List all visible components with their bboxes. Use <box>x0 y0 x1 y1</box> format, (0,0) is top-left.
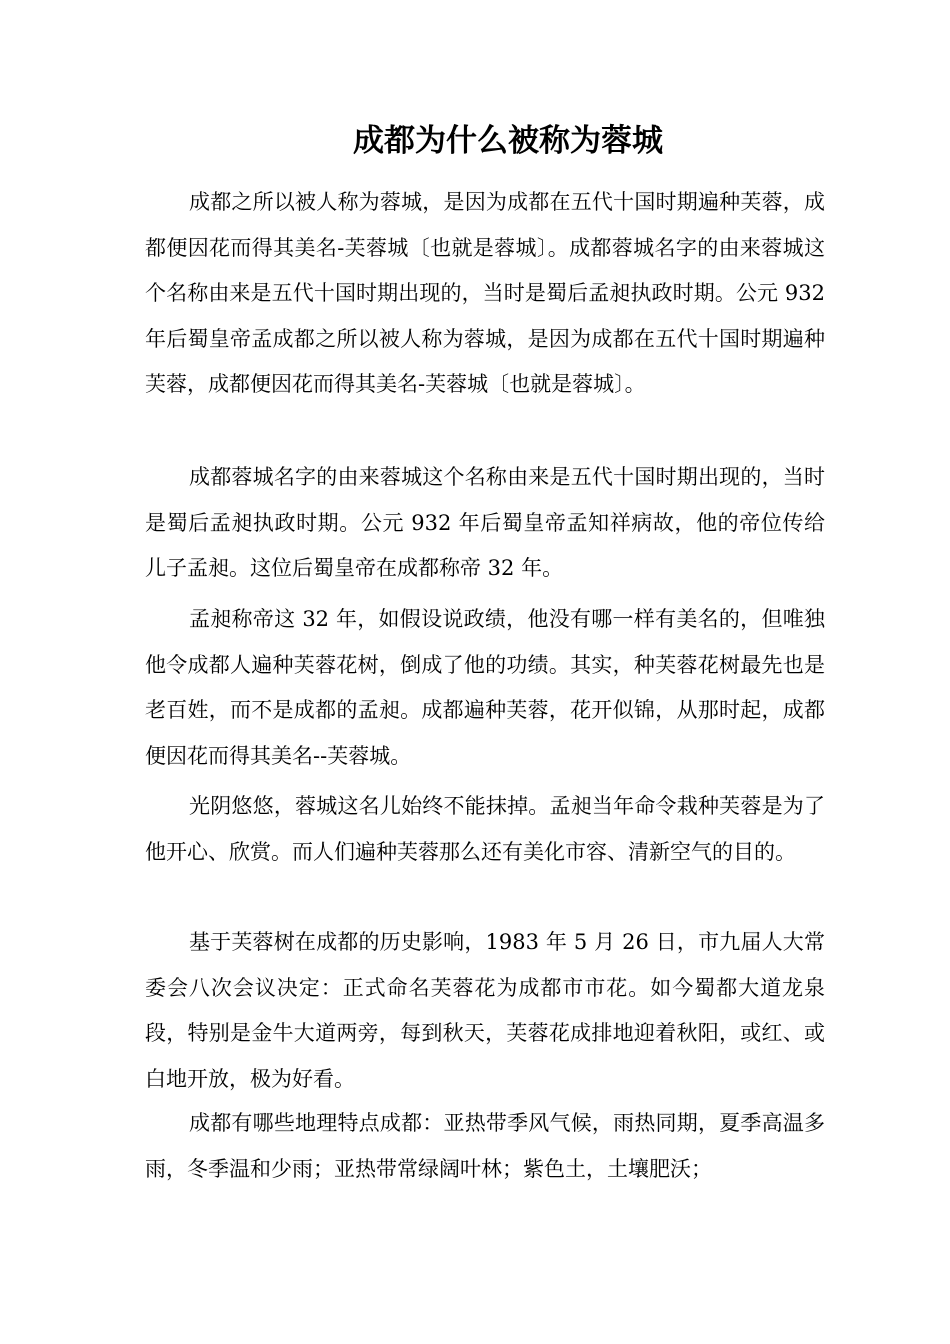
paragraph-3: 孟昶称帝这 32 年，如假设说政绩，他没有哪一样有美名的，但唯独他令成都人遍种芙蓉花树，倒成了他的功绩。其实，种芙蓉花树最先也是老百姓，而不是成都的孟昶。成都遍种芙蓉，花开似锦，从那时起，成都便因花而得其美名--芙蓉城。 <box>145 607 825 768</box>
paragraph-5: 基于芙蓉树在成都的历史影响，1983 年 5 月 26 日，市九届人大常委会八次会议决定：正式命名芙蓉花为成都市市花。如今蜀都大道龙泉段，特别是金牛大道两旁，每到秋天，芙蓉花成排地迎着秋阳，或红、或白地开放，极为好看。 <box>145 930 825 1091</box>
paragraph-2: 成都蓉城名字的由来蓉城这个名称由来是五代十国时期出现的，当时是蜀后孟昶执政时期。公元 932 年后蜀皇帝孟知祥病故，他的帝位传给儿子孟昶。这位后蜀皇帝在成都称帝 32 年。 <box>145 465 825 580</box>
paragraph-4: 光阴悠悠，蓉城这名儿始终不能抹掉。孟昶当年命令栽种芙蓉是为了他开心、欣赏。而人们遍种芙蓉那么还有美化市容、清新空气的目的。 <box>145 794 825 864</box>
paragraph-1: 成都之所以被人称为蓉城，是因为成都在五代十国时期遍种芙蓉，成都便因花而得其美名-芙蓉城〔也就是蓉城〕。成都蓉城名字的由来蓉城这个名称由来是五代十国时期出现的，当时是蜀后孟昶执政时期。公元 932 年后蜀皇帝孟成都之所以被人称为蓉城，是因为成都在五代十国时期遍种芙蓉，成都便因花而得其美名-芙蓉城〔也就是蓉城〕。 <box>145 190 825 396</box>
document-title: 成都为什么被称为蓉城 <box>353 123 663 159</box>
paragraph-6: 成都有哪些地理特点成都：亚热带季风气候，雨热同期，夏季高温多雨，冬季温和少雨；亚热带常绿阔叶林；紫色土，土壤肥沃； <box>145 1111 825 1181</box>
